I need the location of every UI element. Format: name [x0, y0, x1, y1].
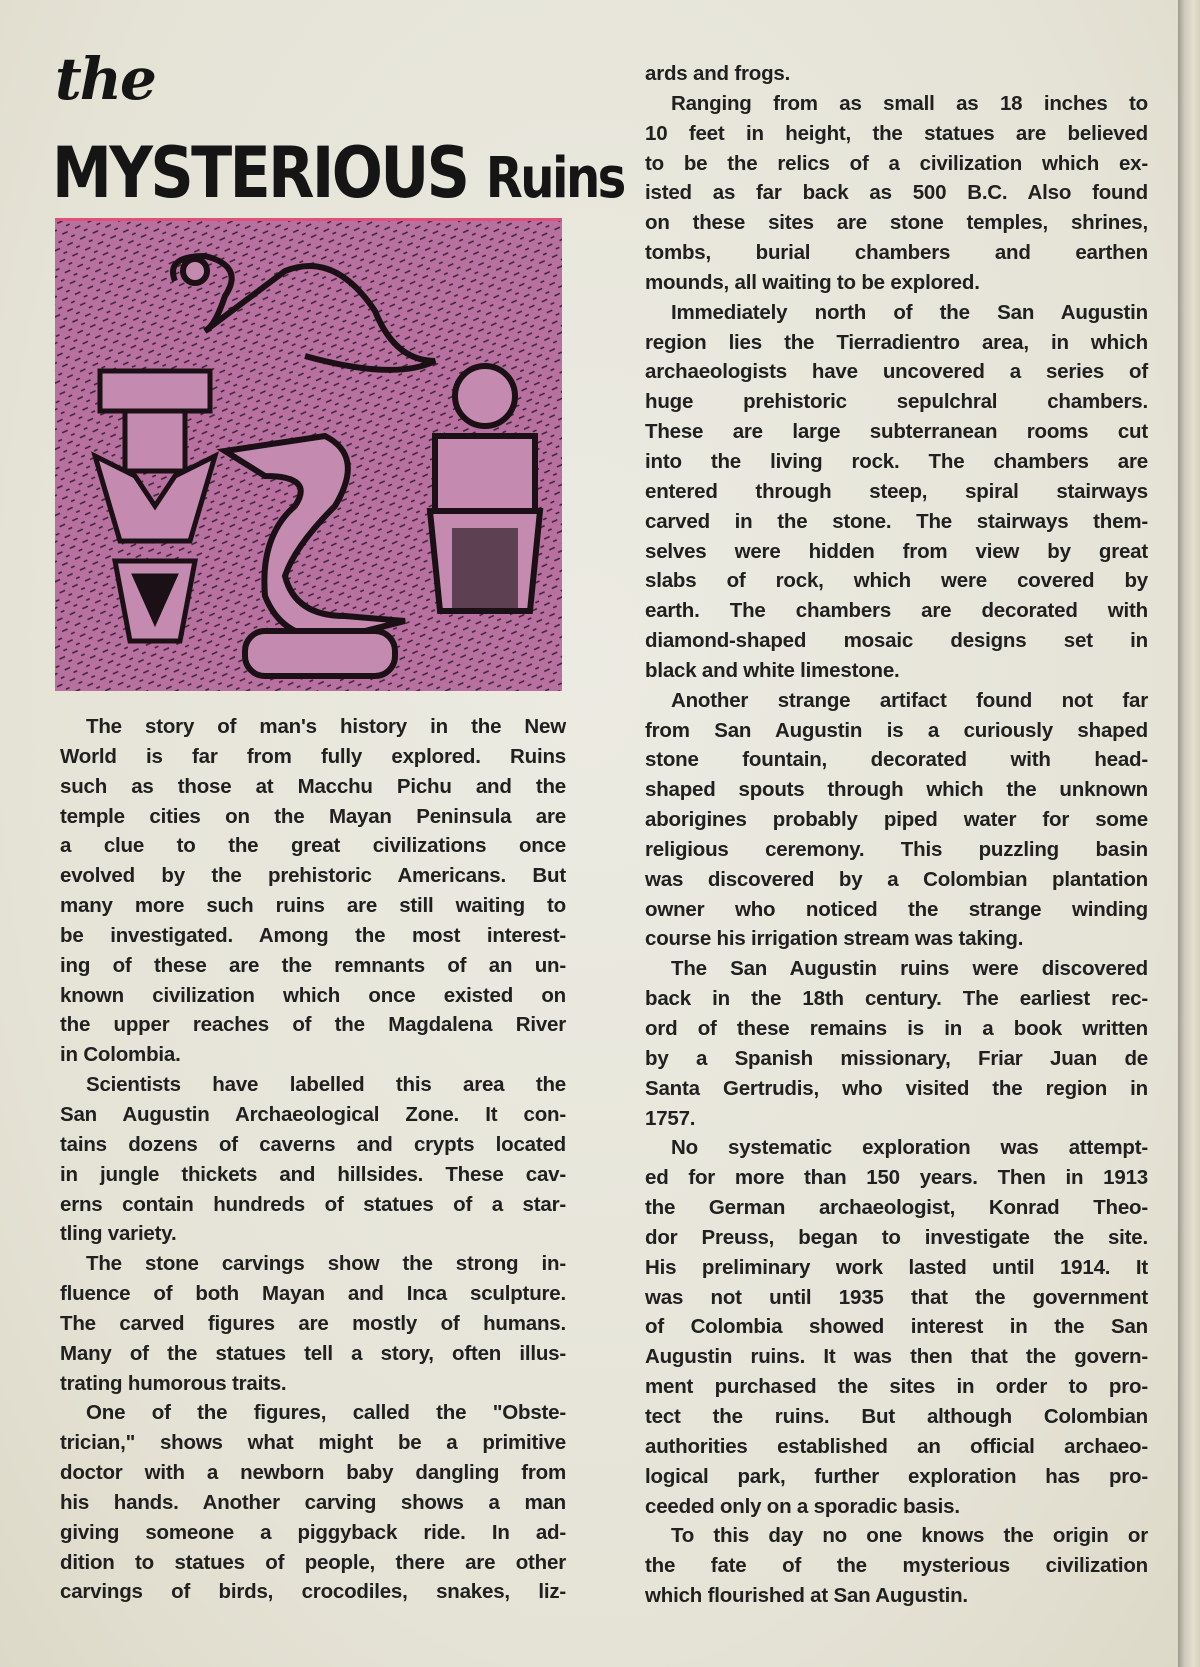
text-line: ards and frogs.	[645, 62, 791, 85]
text-line: from San Augustin is a curiously shaped	[645, 718, 1148, 742]
text-line: known civilization which once existed on	[60, 983, 566, 1007]
text-line: course his irrigation stream was taking.	[645, 927, 1024, 951]
text-line: fluence of both Mayan and Inca sculpture.	[60, 1282, 566, 1306]
carvings-drawing	[55, 221, 562, 691]
text-line: doctor with a newborn baby dangling from	[60, 1461, 566, 1485]
text-line: These are large subterranean rooms cut	[645, 420, 1148, 444]
paragraph	[645, 1133, 1148, 1521]
title-prefix: the	[55, 45, 155, 113]
text-line: dition to statues of people, there are other	[60, 1550, 566, 1574]
text-line: religious ceremony. This puzzling basin	[645, 837, 1148, 861]
text-line: archaeologists have uncovered a series of	[645, 360, 1148, 384]
page-title	[52, 132, 624, 214]
text-line: The San Augustin ruins were discovered	[671, 957, 1148, 981]
paragraph	[645, 686, 1148, 955]
text-line: Santa Gertrudis, who visited the region in	[645, 1076, 1148, 1100]
text-line: slabs of rock, which were covered by	[645, 569, 1148, 593]
text-line: The story of man's history in the New	[86, 715, 566, 738]
text-line: The stone carvings show the strong in-	[86, 1252, 566, 1276]
text-line: World is far from fully explored. Ruins	[60, 744, 566, 768]
text-line: in jungle thickets and hillsides. These cav-	[60, 1162, 566, 1186]
text-line: of Colombia showed interest in the San	[645, 1315, 1148, 1339]
text-line: into the living rock. The chambers are	[645, 449, 1148, 473]
text-line: entered through steep, spiral stairways	[645, 479, 1148, 503]
text-line: trating humorous traits.	[60, 1371, 287, 1395]
text-line: was discovered by a Colombian plantation	[645, 867, 1148, 891]
text-line: tombs, burial chambers and earthen	[645, 241, 1148, 265]
text-line: ceeded only on a sporadic basis.	[645, 1494, 960, 1518]
paragraph	[645, 954, 1148, 1133]
text-line: black and white limestone.	[645, 658, 900, 682]
text-line: many more such ruins are still waiting to	[60, 894, 566, 918]
text-line: selves were hidden from view by great	[645, 539, 1148, 563]
text-line: temple cities on the Mayan Peninsula are	[60, 804, 566, 828]
paragraph	[645, 89, 1148, 298]
text-line: Augustin ruins. It was then that the govern-	[645, 1345, 1148, 1369]
text-line: by a Spanish missionary, Friar Juan de	[645, 1046, 1148, 1070]
text-line: Many of the statues tell a story, often illus-	[60, 1341, 566, 1365]
text-line: Immediately north of the San Augustin	[671, 300, 1148, 324]
text-line: tains dozens of caverns and crypts located	[60, 1132, 566, 1156]
text-line: be investigated. Among the most interest-	[60, 923, 566, 947]
text-line: erns contain hundreds of statues of a star-	[60, 1192, 566, 1216]
text-line: The carved figures are mostly of humans.	[60, 1311, 566, 1335]
text-line: trician," shows what might be a primitive	[60, 1431, 566, 1455]
text-line: such as those at Macchu Pichu and the	[60, 774, 566, 798]
text-line: his hands. Another carving shows a man	[60, 1490, 566, 1514]
text-line: No systematic exploration was attempt-	[671, 1136, 1148, 1160]
text-line: To this day no one knows the origin or	[671, 1524, 1148, 1548]
text-line: shaped spouts through which the unknown	[645, 778, 1148, 802]
text-line: stone fountain, decorated with head-	[645, 748, 1148, 772]
text-line: dor Preuss, began to investigate the site.	[645, 1225, 1148, 1249]
text-line: was not until 1935 that the government	[645, 1285, 1148, 1309]
text-line: giving someone a piggyback ride. In ad-	[60, 1520, 566, 1544]
paragraph	[60, 712, 566, 1070]
right-text-column	[645, 59, 1148, 1611]
title-main: MYSTERIOUS	[52, 132, 468, 214]
text-line: His preliminary work lasted until 1914. It	[645, 1255, 1148, 1279]
paragraph	[60, 1398, 566, 1607]
text-line: authorities established an official archaeo-	[645, 1434, 1148, 1458]
text-line: evolved by the prehistoric Americans. But	[60, 864, 566, 888]
text-line: aborigines probably piped water for some	[645, 808, 1148, 832]
text-line: tling variety.	[60, 1222, 177, 1246]
page-binding-fold	[1178, 0, 1200, 1667]
text-line: carvings of birds, crocodiles, snakes, liz-	[60, 1580, 566, 1604]
text-line: ed for more than 150 years. Then in 1913	[645, 1166, 1148, 1190]
text-line: Scientists have labelled this area the	[86, 1073, 566, 1097]
text-line: the upper reaches of the Magdalena River	[60, 1013, 566, 1037]
text-line: logical park, further exploration has pro-	[645, 1464, 1148, 1488]
text-line: mounds, all waiting to be explored.	[645, 270, 980, 294]
text-line: ing of these are the remnants of an un-	[60, 953, 566, 977]
text-line: back in the 18th century. The earliest rec-	[645, 987, 1148, 1011]
text-line: huge prehistoric sepulchral chambers.	[645, 390, 1148, 414]
text-line: tect the ruins. But although Colombian	[645, 1404, 1148, 1428]
text-line: in Colombia.	[60, 1043, 181, 1067]
text-line: 10 feet in height, the statues are believed	[645, 121, 1148, 145]
paragraph	[60, 1249, 566, 1398]
paragraph	[645, 59, 1148, 89]
left-text-column	[60, 712, 566, 1607]
text-line: San Augustin Archaeological Zone. It con-	[60, 1102, 566, 1126]
text-line: Another strange artifact found not far	[671, 688, 1148, 712]
text-line: a clue to the great civilizations once	[60, 834, 566, 858]
text-line: carved in the stone. The stairways them-	[645, 509, 1148, 533]
text-line: region lies the Tierradientro area, in which	[645, 330, 1148, 354]
text-line: which flourished at San Augustin.	[645, 1584, 968, 1608]
stone-carvings-illustration	[55, 218, 562, 691]
paragraph	[645, 298, 1148, 686]
paragraph	[645, 1521, 1148, 1611]
text-line: ord of these remains is in a book written	[645, 1017, 1148, 1040]
text-line: the German archaeologist, Konrad Theo-	[645, 1196, 1148, 1220]
text-line: on these sites are stone temples, shrines,	[645, 211, 1148, 235]
text-line: Ranging from as small as 18 inches to	[671, 91, 1148, 115]
paragraph	[60, 1070, 566, 1249]
title-suffix: Ruins	[485, 146, 624, 211]
text-line: One of the figures, called the "Obste-	[86, 1401, 566, 1425]
text-line: the fate of the mysterious civilization	[645, 1554, 1148, 1578]
text-line: isted as far back as 500 B.C. Also found	[645, 181, 1148, 205]
text-line: ment purchased the sites in order to pro-	[645, 1375, 1148, 1399]
text-line: to be the relics of a civilization which ex-	[645, 151, 1148, 175]
text-line: 1757.	[645, 1106, 696, 1130]
text-line: earth. The chambers are decorated with	[645, 599, 1148, 623]
text-line: diamond-shaped mosaic designs set in	[645, 629, 1148, 653]
text-line: owner who noticed the strange winding	[645, 897, 1148, 921]
